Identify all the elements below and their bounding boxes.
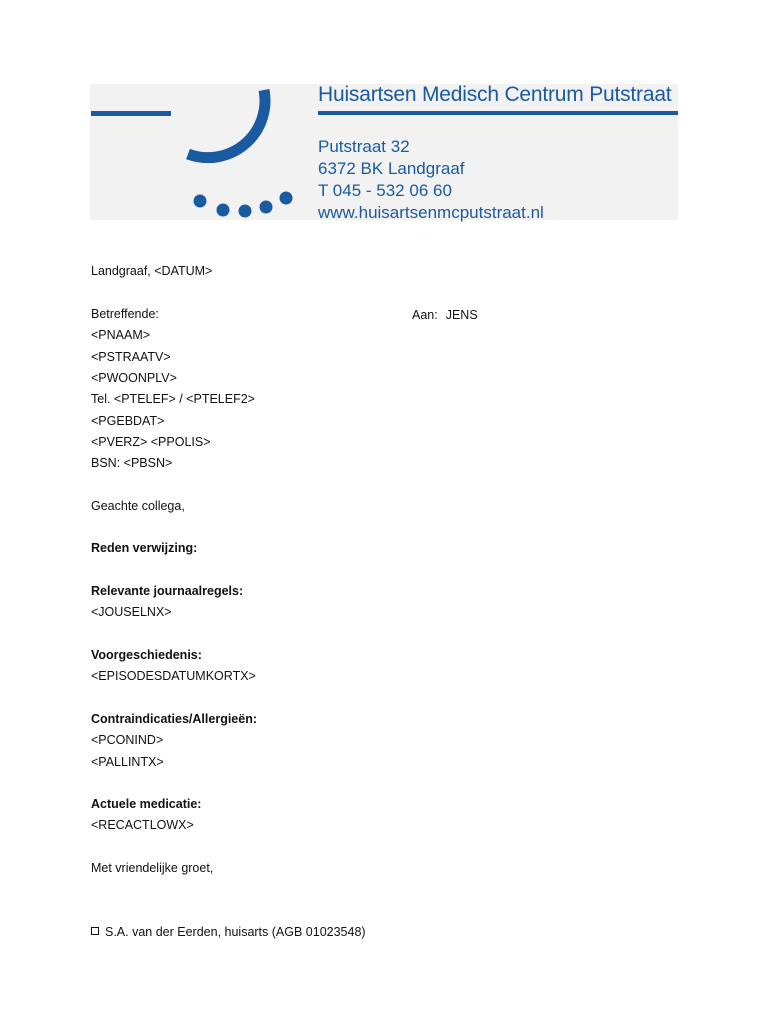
closing: Met vriendelijke groet, [91,861,214,875]
section-heading-medication: Actuele medicatie: [91,797,202,811]
recipient-value: JENS [445,308,478,322]
place-date: Landgraaf, <DATUM> [91,264,213,278]
history-line: <EPISODESDATUMKORTX> [91,669,256,683]
contraindications-line: <PCONIND> [91,733,164,747]
clinic-name: Huisartsen Medisch Centrum Putstraat [318,83,672,106]
clinic-logo [90,84,320,220]
patient-name: <PNAAM> [91,328,151,342]
patient-insurance: <PVERZ> <PPOLIS> [91,435,211,449]
signatory-row [91,925,366,939]
patient-city: <PWOONPLV> [91,371,177,385]
checkbox-icon [91,927,99,935]
medication-line: <RECACTLOWX> [91,818,194,832]
clinic-phone: T 045 - 532 06 60 [318,181,452,200]
letterhead [0,0,770,230]
header-rule [318,111,678,115]
allergies-line: <PALLINTX> [91,755,164,769]
recipient [412,308,478,322]
section-heading-history: Voorgeschiedenis: [91,648,202,662]
section-heading-contraindications: Contraindicaties/Allergieën: [91,712,258,726]
patient-bsn: BSN: <PBSN> [91,456,173,470]
section-heading-journal: Relevante journaalregels: [91,584,244,598]
patient-street: <PSTRAATV> [91,350,171,364]
clinic-street: Putstraat 32 [318,137,410,156]
salutation: Geachte collega, [91,499,185,513]
patient-birthdate: <PGEBDAT> [91,414,165,428]
signatory: S.A. van der Eerden, huisarts (AGB 01023548) [105,925,366,939]
recipient-label: Aan: [412,308,438,322]
clinic-postal-city: 6372 BK Landgraaf [318,159,465,178]
section-heading-referral-reason: Reden verwijzing: [91,541,198,555]
clinic-website: www.huisartsenmcputstraat.nl [318,203,544,222]
patient-phone: Tel. <PTELEF> / <PTELEF2> [91,392,255,406]
subject-label: Betreffende: [91,307,159,321]
journal-line: <JOUSELNX> [91,605,172,619]
